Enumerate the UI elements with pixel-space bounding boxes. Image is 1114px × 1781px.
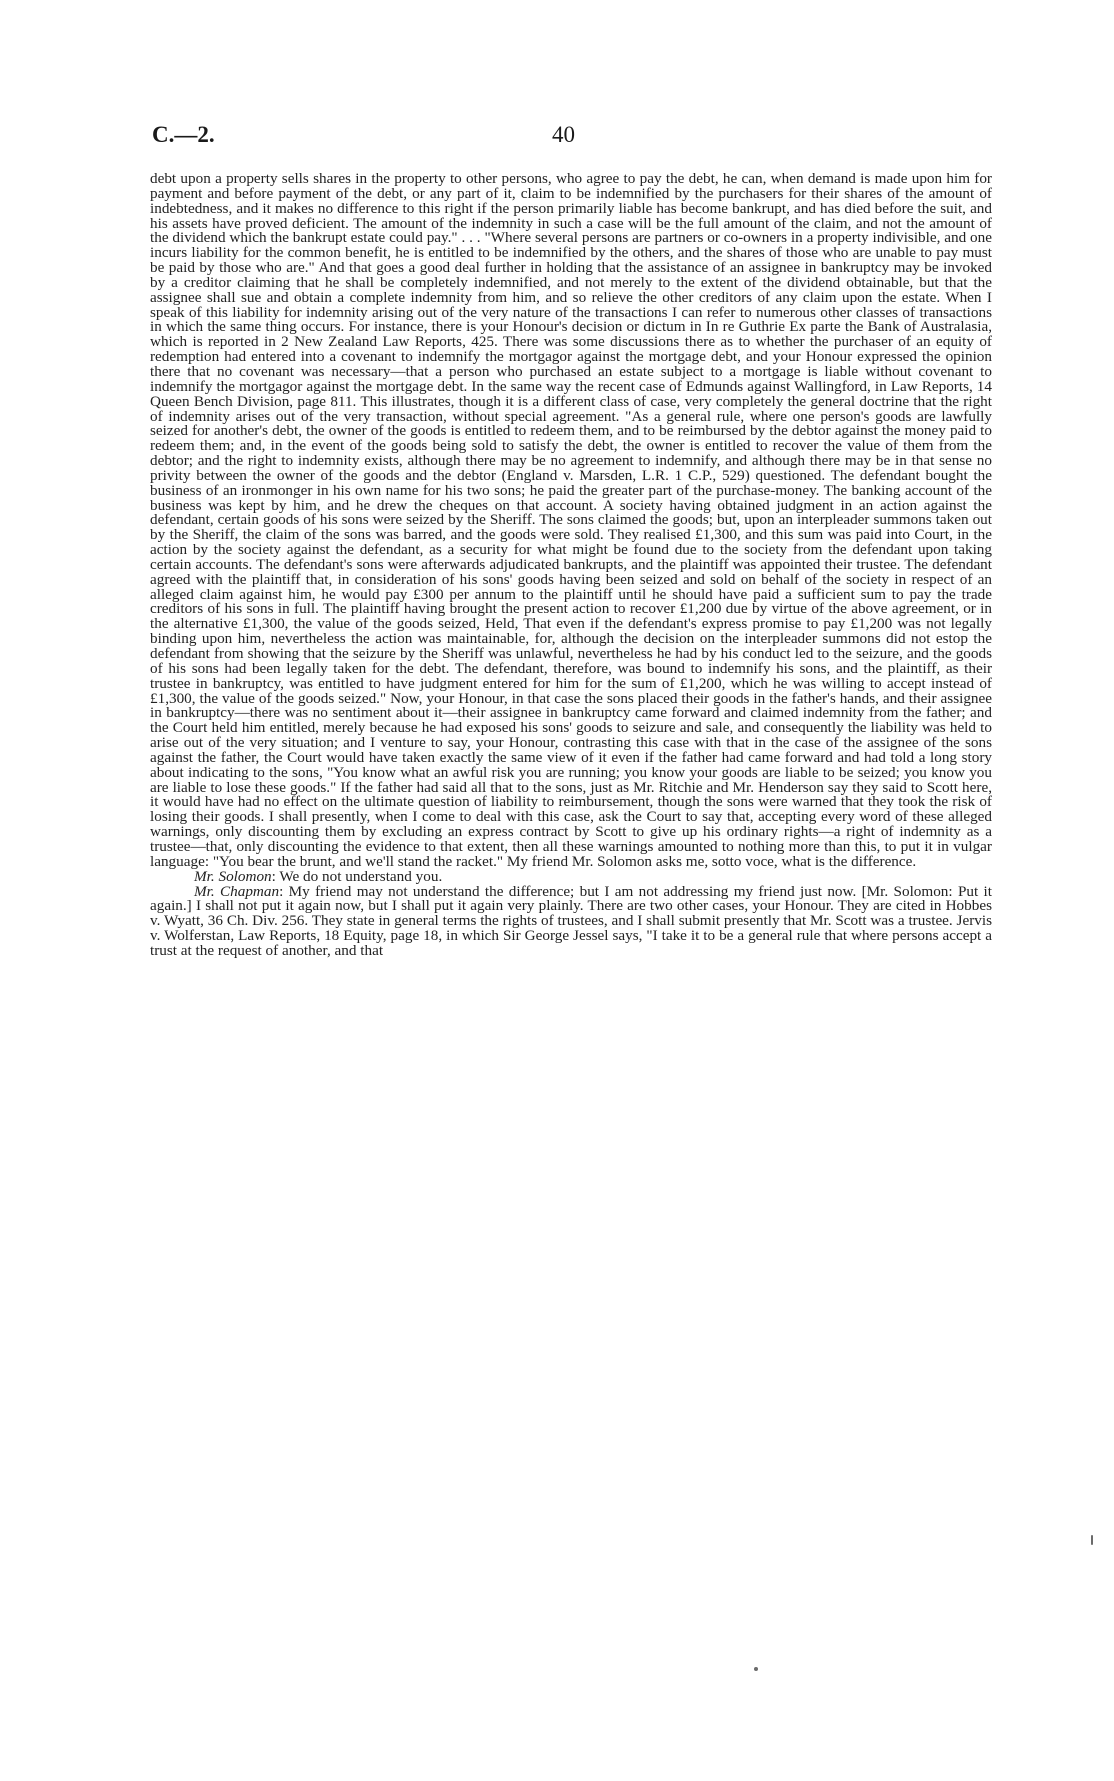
document-code: C.—2. xyxy=(152,122,215,147)
ink-speck xyxy=(1091,1535,1093,1545)
speaker-name: Mr. Chapman xyxy=(194,882,280,900)
speech-text: : My friend may not understand the difference; but I am not addressing my friend just now. [Mr. Solomon: Put it again.] I shall not put it again now, but I shall put it again very plainly. There are two other cases, your Honour. They are cited in Hobbes v. Wyatt, 36 Ch. Div. 256. They state in general terms the rights of trustees, and I shall submit presently that Mr. Scott was a trustee. Jervis v. Wolferstan, Law Reports, 18 Equity, page 18, in which Sir George Jessel says, "I take it to be a general rule that where persons accept a trust at the request of another, and that xyxy=(150,882,992,959)
speech-text: : We do not understand you. xyxy=(271,867,443,885)
paragraph-chapman xyxy=(150,882,992,959)
paragraph-argument: debt upon a property sells shares in the property to other persons, who agree to pay the debt, he can, when demand is made upon him for payment and before payment of the debt, or any part of it, claim to be indemnified by the purchasers for their shares of the amount of indebtedness, and it makes no difference to this right if the person primarily liable has become bankrupt, and has died before the suit, and his assets have proved deficient. The amount of the indemnity in such a case will be the full amount of the claim, and not the amount of the dividend which the bankrupt estate could pay." . . . "Where several persons are partners or co-owners in a property indivisible, and one incurs liability for the common benefit, he is entitled to be indemnified by the others, and the shares of those who are unable to pay must be paid by those who are." And that goes a good deal further in holding that the assistance of an assignee in bankruptcy may be invoked by a creditor claiming that he shall be completely indemnified, and not merely to the extent of the dividend obtainable, but that the assignee shall sue and obtain a complete indemnity from him, and so relieve the other creditors of any claim upon the estate. When I speak of this liability for indemnity arising out of the very nature of the transactions I can refer to numerous other classes of transactions in which the same thing occurs. For instance, there is your Honour's decision or dictum in In re Guthrie Ex parte the Bank of Australasia, which is reported in 2 New Zealand Law Reports, 425. There was some discussions there as to whether the purchaser of an equity of redemption had entered into a covenant to indemnify the mortgagor against the mortgage debt, and your Honour expressed the opinion there that no covenant was necessary—that a person who purchased an estate subject to a mortgage is liable without covenant to indemnify the mortgagor against the mortgage debt. In the same way the recent case of Edmunds against Wallingford, in Law Reports, 14 Queen Bench Division, page 811. This illustrates, though it is a different class of case, very completely the general doctrine that the right of indemnity arises out of the very transaction, without special agreement. "As a general rule, where one person's goods are lawfully seized for another's debt, the owner of the goods is entitled to redeem them, and to be reimbursed by the debtor against the money paid to redeem them; and, in the event of the goods being sold to satisfy the debt, the owner is entitled to recover the value of them from the debtor; and the right to indemnity exists, although there may be no agreement to indemnify, and although there may be in that sense no privity between the owner of the goods and the debtor (England v. Marsden, L.R. 1 C.P., 529) questioned. The defendant bought the business of an ironmonger in his own name for his two sons; he paid the greater part of the purchase-money. The banking account of the business was kept by him, and he drew the cheques on that account. A society having obtained judgment in an action against the defendant, certain goods of his sons were seized by the Sheriff. The sons claimed the goods; but, upon an interpleader summons taken out by the Sheriff, the claim of the sons was barred, and the goods were sold. They realised £1,300, and this sum was paid into Court, in the action by the society against the defendant, as a security for what might be found due to the society from the defendant upon taking certain accounts. The defendant's sons were afterwards adjudicated bankrupts, and the plaintiff was appointed their trustee. The defendant agreed with the plaintiff that, in consideration of his sons' goods having been seized and sold on behalf of the society in respect of an alleged claim against him, he would pay £300 per annum to the plaintiff until he should have paid a sufficient sum to pay the trade creditors of his sons in full. The plaintiff having brought the present action to recover £1,200 due by virtue of the above agreement, or in the alternative £1,300, the value of the goods seized, Held, That even if the defendant's express promise to pay £1,200 was not legally binding upon him, nevertheless the action was maintainable, for, although the decision on the interpleader summons did not estop the defendant from showing that the seizure by the Sheriff was unlawful, nevertheless he had by his conduct led to the seizure, and the goods of his sons had been legally taken for the debt. The defendant, therefore, was bound to indemnify his sons, and the plaintiff, as their trustee in bankruptcy, was entitled to have judgment entered for him for the sum of £1,200, which he was willing to accept instead of £1,300, the value of the goods seized." Now, your Honour, in that case the sons placed their goods in the father's hands, and their assignee in bankruptcy—there was no sentiment about it—their assignee in bankruptcy came forward and claimed indemnity from the father; and the Court held him entitled, merely because he had exposed his sons' goods to seizure and sale, and consequently the liability was held to arise out of the very situation; and I venture to say, your Honour, contrasting this case with that in the case of the assignee of the sons against the father, the Court would have taken exactly the same view of it even if the father had came forward and had told a long story about indicating to the sons, "You know what an awful risk you are running; you know your goods are liable to be seized; you know you are liable to lose these goods." If the father had said all that to the sons, just as Mr. Ritchie and Mr. Henderson say they said to Scott here, it would have had no effect on the ultimate question of liability to reimbursement, though the sons were warned that they took the risk of losing their goods. I shall presently, when I come to deal with this case, ask the Court to say that, accepting every word of these alleged warnings, only discounting them by excluding an express contract by Scott to give up his ordinary rights—a right of indemnity as a trustee—that, only discounting the evidence to that extent, then all these warnings amounted to nothing more than this, to put it in vulgar language: "You bear the brunt, and we'll stand the racket." My friend Mr. Solomon asks me, sotto voce, what is the difference. xyxy=(150,170,992,870)
ink-speck xyxy=(754,1667,758,1671)
body-text xyxy=(150,172,992,959)
page-header xyxy=(152,122,992,156)
page-number: 40 xyxy=(552,122,575,147)
speaker-name: Mr. Solomon xyxy=(194,867,272,885)
